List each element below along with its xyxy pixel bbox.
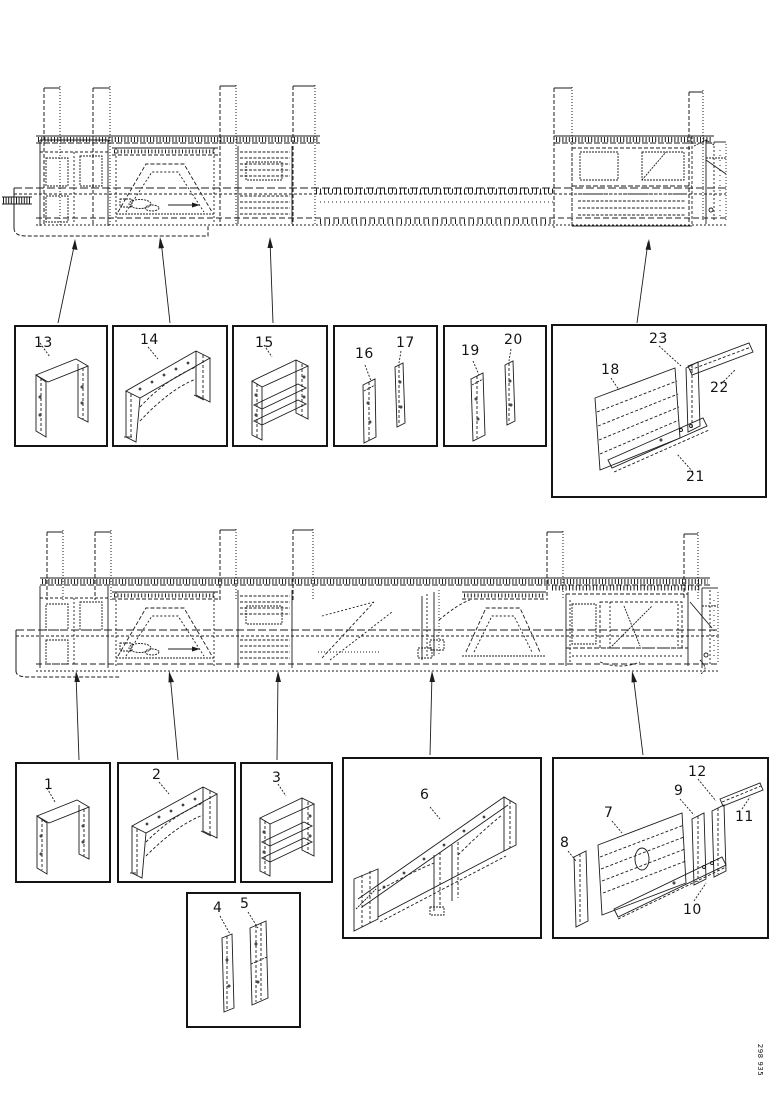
part-2-drawing [119,764,234,881]
callout-box-6 [342,757,542,939]
callout-box-14 [112,325,228,447]
part-number-5: 5 [240,896,250,912]
part-number-6: 6 [420,787,430,803]
part-number-14: 14 [140,332,159,348]
callout-box-18-21-22-23 [551,324,767,498]
leader-lines-bottom [75,671,644,760]
part-13-drawing [16,327,106,445]
callout-box-15 [232,325,328,447]
part-number-20: 20 [504,332,523,348]
callout-box-19-20 [443,325,547,447]
part-number-3: 3 [272,770,282,786]
part-number-17: 17 [396,335,415,351]
chassis-top-illustration [2,85,726,323]
part-number-23: 23 [649,331,668,347]
callout-box-1 [15,762,111,883]
part-number-4: 4 [213,900,223,916]
figure-number: 298 935 [756,1043,764,1077]
part-7-group-drawing [554,759,767,937]
part-number-9: 9 [674,783,684,799]
part-number-13: 13 [34,335,53,351]
part-4-5-drawing [188,894,299,1026]
part-number-2: 2 [152,767,162,783]
part-18-21-22-23-drawing [553,326,765,496]
callout-box-3 [240,762,333,883]
callout-box-13 [14,325,108,447]
part-number-16: 16 [355,346,374,362]
part-14-drawing [114,327,226,445]
part-16-17-drawing [335,327,436,445]
part-15-drawing [234,327,326,445]
part-number-12: 12 [688,764,707,780]
leader-lines-top [58,237,651,323]
part-number-11: 11 [735,809,754,825]
part-19-20-drawing [445,327,545,445]
part-number-22: 22 [710,380,729,396]
callout-box-4-5 [186,892,301,1028]
part-number-8: 8 [560,835,570,851]
callout-box-16-17 [333,325,438,447]
part-number-15: 15 [255,335,274,351]
part-number-19: 19 [461,343,480,359]
chassis-bottom-illustration [16,529,720,760]
part-number-21: 21 [686,469,705,485]
callout-box-7-group [552,757,769,939]
part-number-18: 18 [601,362,620,378]
part-number-10: 10 [683,902,702,918]
callout-box-2 [117,762,236,883]
part-number-1: 1 [44,777,54,793]
part-3-drawing [242,764,331,881]
part-number-7: 7 [604,805,614,821]
part-1-drawing [17,764,109,881]
part-6-drawing [344,759,540,937]
